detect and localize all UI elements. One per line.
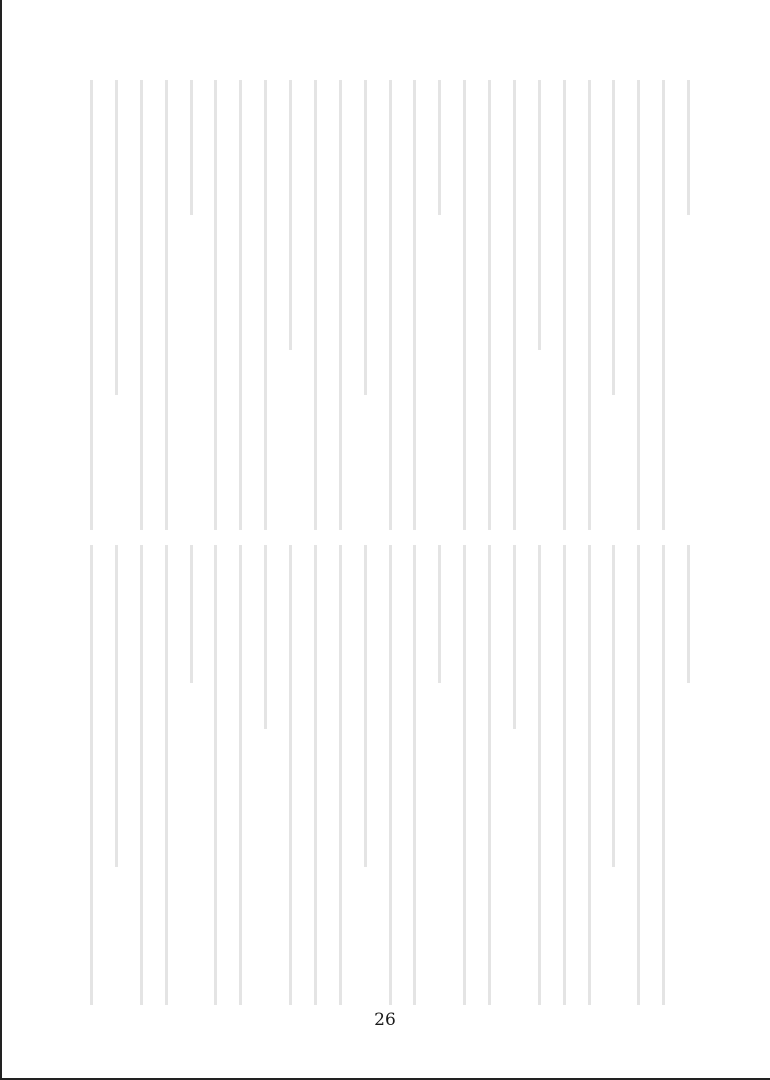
text-line-placeholder [165,545,168,1005]
text-line-placeholder [115,80,118,395]
text-line-placeholder [239,80,242,530]
text-line-placeholder [165,80,168,530]
text-line-placeholder [438,545,441,683]
text-line-placeholder [687,80,690,215]
text-line-placeholder [140,80,143,530]
text-line-placeholder [389,80,392,530]
vertical-text-block-bottom [90,545,690,1005]
text-line-placeholder [115,545,118,867]
text-line-placeholder [463,80,466,530]
page-number: 26 [374,1010,396,1030]
text-line-placeholder [289,545,292,1005]
text-line-placeholder [90,80,93,530]
text-line-placeholder [637,80,640,530]
text-line-placeholder [637,545,640,1005]
text-line-placeholder [314,80,317,530]
text-line-placeholder [190,545,193,683]
text-line-placeholder [140,545,143,1005]
text-line-placeholder [264,80,267,530]
text-line-placeholder [264,545,267,729]
text-line-placeholder [214,545,217,1005]
text-line-placeholder [687,545,690,683]
text-line-placeholder [289,80,292,350]
text-line-placeholder [339,80,342,530]
vertical-text-block-top [90,80,690,530]
text-line-placeholder [538,80,541,350]
text-line-placeholder [314,545,317,1005]
text-line-placeholder [588,545,591,1005]
text-line-placeholder [389,545,392,1005]
text-line-placeholder [364,545,367,867]
text-line-placeholder [513,80,516,530]
text-line-placeholder [563,80,566,530]
text-line-placeholder [413,80,416,530]
text-line-placeholder [463,545,466,1005]
text-line-placeholder [364,80,367,395]
text-line-placeholder [488,80,491,530]
text-line-placeholder [538,545,541,1005]
text-line-placeholder [214,80,217,530]
text-line-placeholder [612,80,615,395]
text-line-placeholder [413,545,416,1005]
text-line-placeholder [488,545,491,1005]
text-line-placeholder [612,545,615,867]
text-line-placeholder [513,545,516,729]
text-line-placeholder [339,545,342,1005]
text-line-placeholder [588,80,591,530]
text-line-placeholder [239,545,242,1005]
text-line-placeholder [438,80,441,215]
text-line-placeholder [90,545,93,1005]
text-line-placeholder [662,545,665,1005]
page-frame-left-edge [0,0,2,1080]
text-line-placeholder [190,80,193,215]
text-line-placeholder [563,545,566,1005]
text-line-placeholder [662,80,665,530]
